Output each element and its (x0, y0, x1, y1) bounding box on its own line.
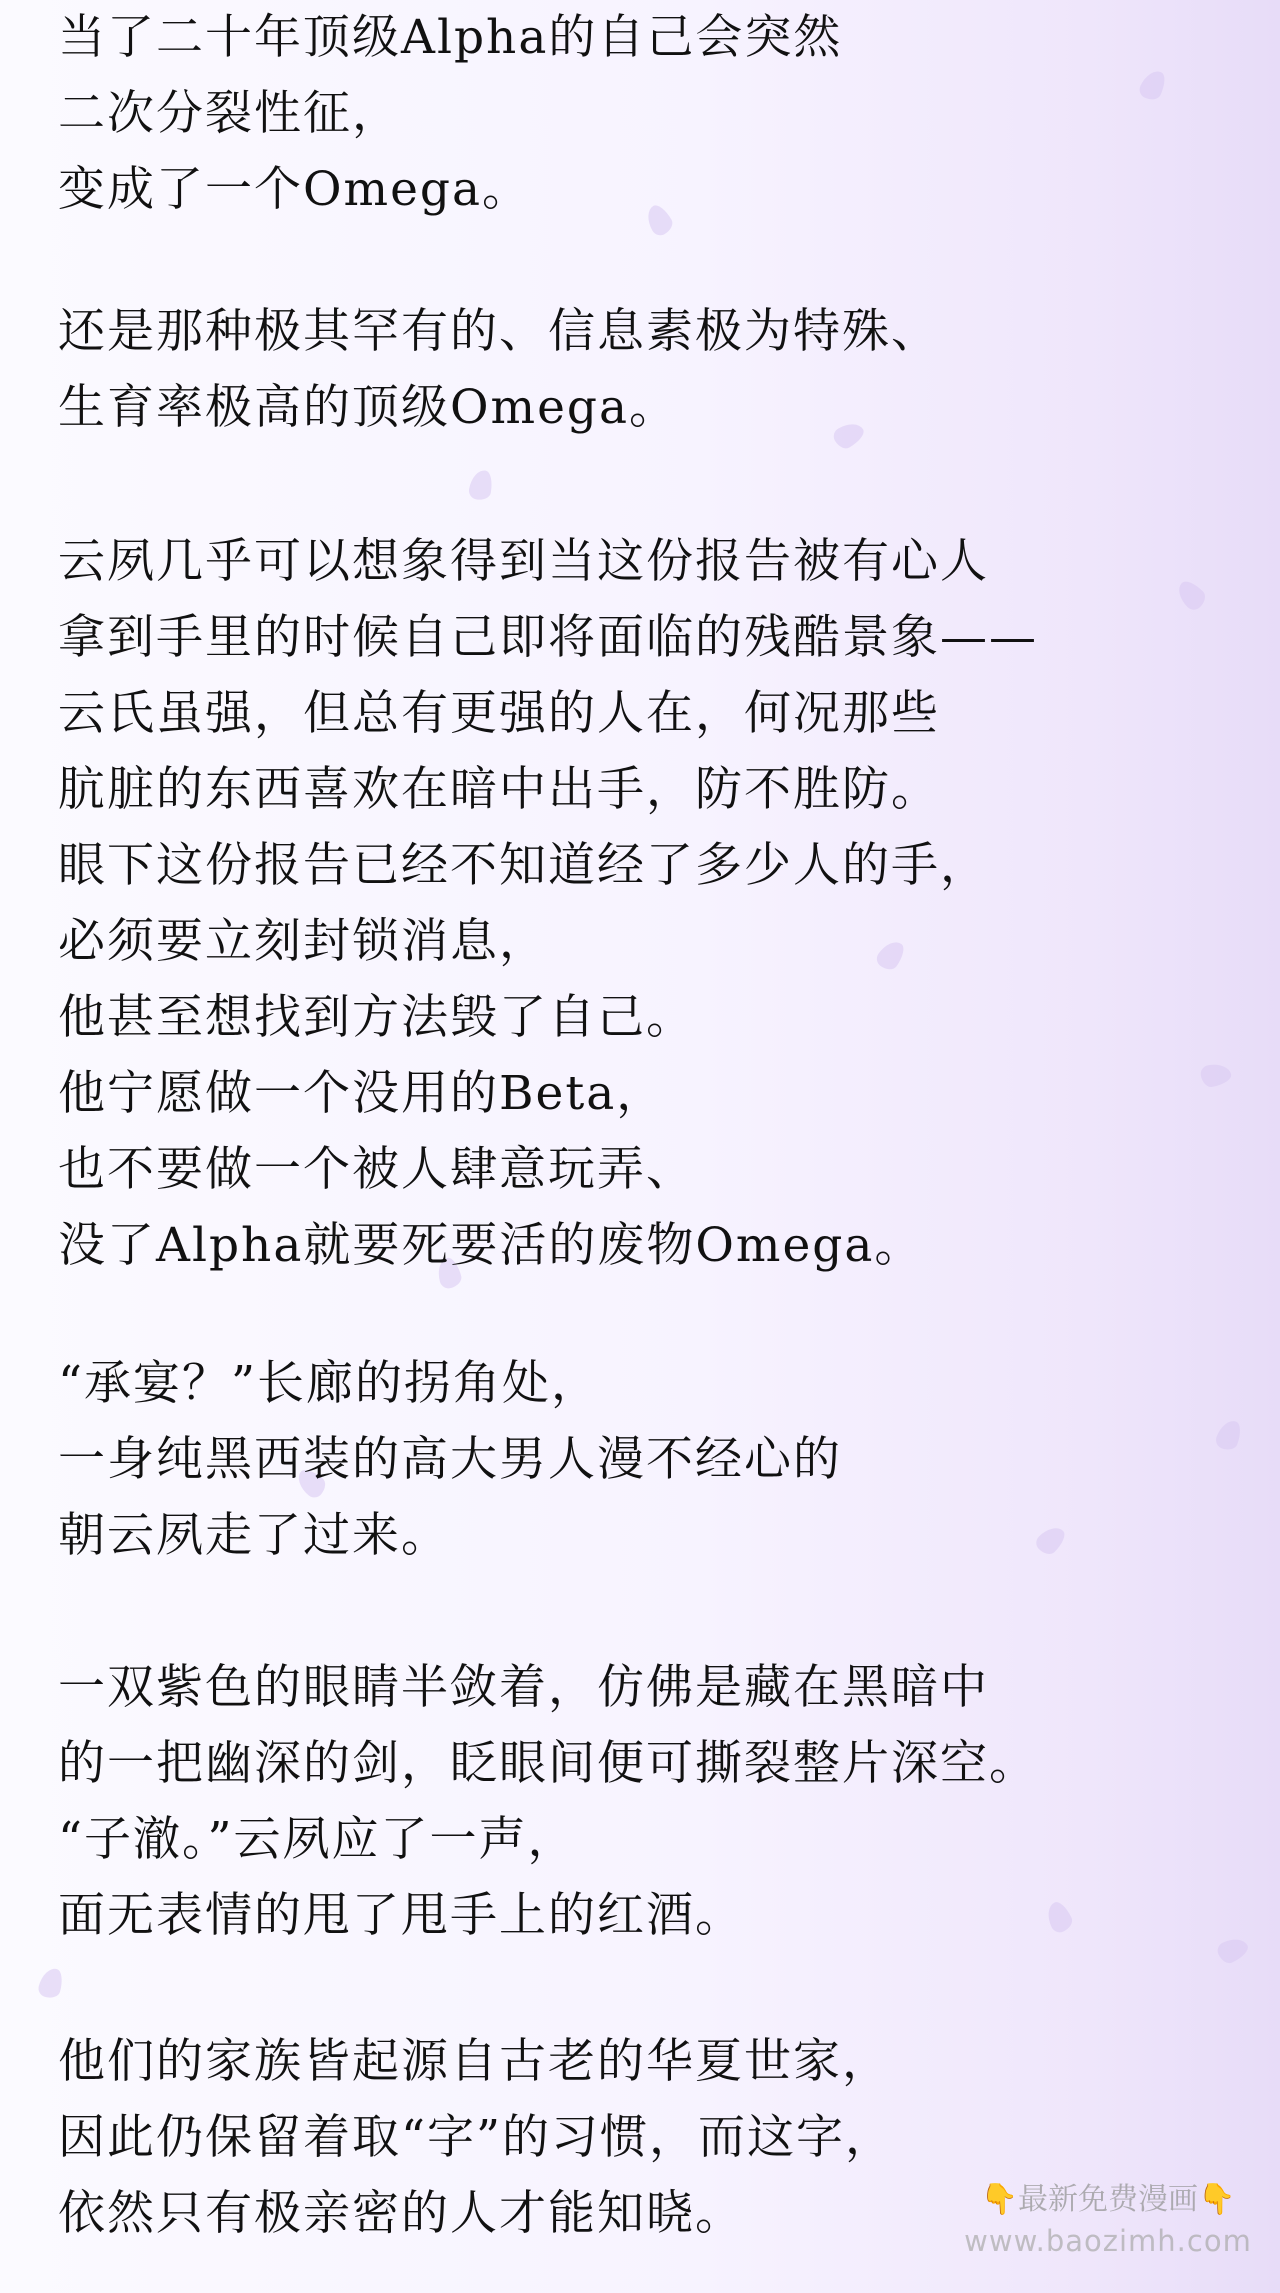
petal-icon (468, 468, 495, 501)
paragraph (58, 294, 940, 446)
text-line: 还是那种极其罕有的、信息素极为特殊、 (58, 304, 940, 359)
watermark-label (958, 2179, 1258, 2221)
text-line: 眼下这份报告已经不知道经了多少人的手， (58, 838, 989, 893)
text-line: 一双紫色的眼睛半敛着，仿佛是藏在黑暗中 (58, 1660, 989, 1715)
text-line: 朝云夙走了过来。 (58, 1508, 450, 1563)
text-line: “子澈。”云夙应了一声， (58, 1812, 577, 1867)
text-line: 变成了一个Omega。 (58, 162, 532, 217)
pointing-down-icon: 👇 (980, 2182, 1018, 2217)
watermark-url: www.baozimh.com (964, 2224, 1252, 2258)
site-watermark (958, 2179, 1258, 2267)
text-line: 他们的家族皆起源自古老的华夏世家， (58, 2034, 891, 2089)
text-line: 因此仍保留着取“字”的习惯，而这字， (58, 2110, 895, 2165)
text-line: 云夙几乎可以想象得到当这份报告被有心人 (58, 534, 989, 589)
text-line: 拿到手里的时候自己即将面临的残酷景象—— (58, 610, 1038, 665)
petal-icon (1173, 577, 1210, 614)
text-line: 他甚至想找到方法毁了自己。 (58, 990, 695, 1045)
petal-icon (1043, 1899, 1076, 1935)
text-line: 依然只有极亲密的人才能知晓。 (58, 2186, 744, 2241)
text-line: 的一把幽深的剑，眨眼间便可撕裂整片深空。 (58, 1736, 1038, 1791)
petal-icon (1214, 1417, 1245, 1453)
text-line: 云氏虽强，但总有更强的人在，何况那些 (58, 686, 940, 741)
text-line: 肮脏的东西喜欢在暗中出手，防不胜防。 (58, 762, 940, 817)
watermark-text: 最新免费漫画 (1018, 2182, 1198, 2217)
text-line: 二次分裂性征， (58, 86, 401, 141)
text-line: 当了二十年顶级Alpha的自己会突然 (58, 10, 843, 65)
text-line: 一身纯黑西装的高大男人漫不经心的 (58, 1432, 842, 1487)
petal-icon (1215, 1934, 1251, 1967)
text-line: 必须要立刻封锁消息， (58, 914, 548, 969)
petal-icon (1199, 1062, 1232, 1089)
text-line: 没了Alpha就要死要活的废物Omega。 (58, 1218, 924, 1273)
pointing-down-icon: 👇 (1198, 2182, 1236, 2217)
petal-icon (1137, 67, 1170, 103)
text-line: “承宴？”长廊的拐角处， (58, 1356, 601, 1411)
paragraph (58, 1650, 1038, 1954)
petal-icon (1033, 1522, 1070, 1559)
paragraph (58, 1346, 842, 1574)
paragraph (58, 2024, 894, 2252)
text-line: 生育率极高的顶级Omega。 (58, 380, 679, 435)
paragraph (58, 524, 1038, 1284)
text-line: 他宁愿做一个没用的Beta， (58, 1066, 666, 1121)
text-line: 面无表情的甩了甩手上的红酒。 (58, 1888, 744, 1943)
paragraph (58, 0, 842, 228)
petal-icon (36, 1966, 65, 2001)
text-line: 也不要做一个被人肆意玩弄、 (58, 1142, 695, 1197)
